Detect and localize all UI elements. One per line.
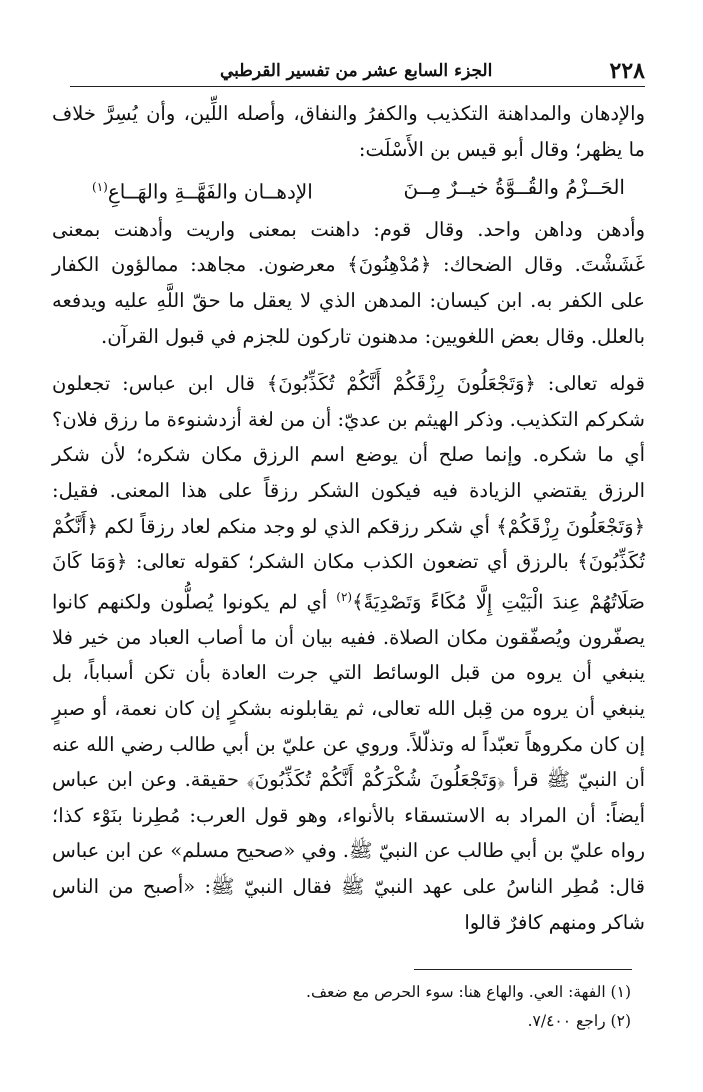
commentary-text-b: أي لم يكونوا يُصلُّون ولكنهم كانوا يصفّرون ويُصفّقون مكان الصلاة. ففيه بيان أن ما أصاب العباد من خير فلا ينبغي أن يروه من قبل الوسائط التي جرت العادة بأن تكن أسباباً، بل ينبغي أن يروه من قِبل الله تعالى، ثم يقابلونه بشكرٍ إن كان نعمة، أو صبرٍ إن كان مكروهاً تعبّداً له وتذلّلاً. وروي عن عليّ بن أبي طالب رضي الله عنه أن النبيّ ﷺ قرأ ﴿وَتَجْعَلُونَ شُكْرَكُمْ أَنَّكُمْ تُكَذِّبُونَ﴾ حقيقة. وعن ابن عباس أيضاً: أن المراد به الاستسقاء بالأنواء، وهو قول العرب: مُطِرنا بنَوْء كذا؛ رواه عليّ بن أبي طالب عن النبيّ ﷺ. وفي «صحيح مسلم» عن ابن عباس قال: مُطِر الناسُ على عهد النبيّ ﷺ فقال النبيّ ﷺ: «أصبح من الناس شاكر ومنهم كافرٌ قالوا xyxy=(52,590,645,934)
paragraph-commentary xyxy=(52,366,645,940)
poetry-verse xyxy=(52,167,645,212)
page-header xyxy=(70,56,645,87)
footnote-1: (١) الفهة: العي. والهاع هنا: سوء الحرص مع ضعف. xyxy=(306,983,631,1001)
paragraph-intro: والإدهان والمداهنة التكذيب والكفرُ والنفاق، وأصله اللِّين، وأن يُسِرَّ خلاف ما يظهر؛ وقال أبو قيس بن الأَسْلَت: xyxy=(52,102,645,161)
running-head: الجزء السابع عشر من تفسير القرطبي xyxy=(220,61,493,81)
paragraph-definitions: وأدهن وداهن واحد. وقال قوم: داهنت بمعنى واريت وأدهنت بمعنى غَشَشْتَ. وقال الضحاك: ﴿مُدْهِنُونَ﴾ معرضون. مجاهد: ممالؤون الكفار على الكفر به. ابن كيسان: المدهن الذي لا يعقل ما حقّ اللَّهِ عليه ويدفعه بالعلل. وقال بعض اللغويين: مدهنون تاركون للجزم في قبول القرآن. xyxy=(52,217,645,348)
footnote-ref-1: (١) xyxy=(92,180,108,195)
verse-hemistich-left xyxy=(92,167,313,212)
footnote-ref-2: (٢) xyxy=(336,589,353,604)
footnote-divider xyxy=(414,969,632,970)
commentary-text-a: قوله تعالى: ﴿وَتَجْعَلُونَ رِزْقَكُمْ أَنَّكُمْ تُكَذِّبُونَ﴾ قال ابن عباس: تجعلون شكركم التكذيب. وذكر الهيثم بن عديّ: أن من لغة أزدشنوءة ما رزق فلان؟ أي ما شكره. وإنما صلح أن يوضع اسم الرزق مكان شكره؛ لأن شكر الرزق يقتضي الزيادة فيه فيكون الشكر رزقاً على هذا المعنى. فقيل: ﴿وَتَجْعَلُونَ رِزْقَكُمْ﴾ أي شكر رزقكم الذي لو وجد منكم لعاد رزقاً لكم ﴿أَنَّكُمْ تُكَذِّبُونَ﴾ بالرزق أي تضعون الكذب مكان الشكر؛ كقوله تعالى: ﴿وَمَا كَانَ صَلَاتُهُمْ عِندَ الْبَيْتِ إِلَّا مُكَاءً وَتَصْدِيَةً﴾ xyxy=(52,372,645,614)
verse-hemistich-right: الحَــزْمُ والقُــوَّةُ خيــرٌ مِــنَ xyxy=(403,175,625,200)
footnote-2: (٢) راجع ٧/٤٠٠. xyxy=(527,1012,631,1030)
main-text xyxy=(52,96,645,940)
footnotes xyxy=(100,978,631,1036)
page-number: ٢٢٨ xyxy=(609,58,645,84)
verse-hemistich-text: الإدهــان والفَهَّــةِ والهَــاعِ xyxy=(107,179,313,204)
